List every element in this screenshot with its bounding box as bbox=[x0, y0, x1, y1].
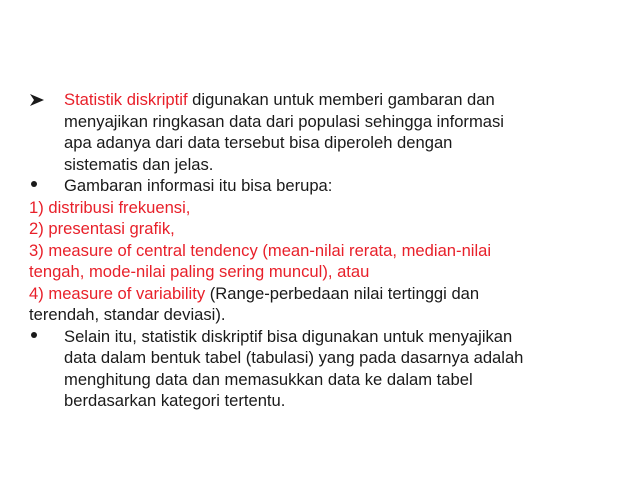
list-item-4-line1 bbox=[29, 283, 604, 305]
list-item-3-line2: tengah, mode-nilai paling sering muncul), atau bbox=[29, 262, 370, 281]
slide-body bbox=[29, 89, 604, 412]
p1-line4: sistematis dan jelas. bbox=[64, 154, 214, 174]
p3-line2: data dalam bentuk tabel (tabulasi) yang pada dasarnya adalah bbox=[64, 348, 524, 367]
bullet-gambaran-informasi bbox=[29, 175, 604, 197]
list-item-4-line2: terendah, standar deviasi). bbox=[29, 305, 226, 324]
list-item-2: 2) presentasi grafik, bbox=[29, 219, 175, 238]
arrow-bullet-icon bbox=[29, 89, 59, 107]
p3-line3: menghitung data dan memasukkan data ke dalam tabel bbox=[64, 369, 473, 389]
p1-line1 bbox=[64, 89, 604, 111]
p1-highlight: Statistik diskriptif bbox=[64, 90, 188, 109]
bullet-selain-itu bbox=[29, 326, 604, 412]
p2-text: Gambaran informasi itu bisa berupa: bbox=[64, 176, 333, 195]
p1-line2: menyajikan ringkasan data dari populasi sehingga informasi bbox=[64, 111, 504, 131]
p1-line3: apa adanya dari data tersebut bisa diperoleh dengan bbox=[64, 133, 453, 152]
numbered-list bbox=[29, 197, 604, 326]
dot-bullet-icon bbox=[29, 326, 61, 348]
list-item-3-line1: 3) measure of central tendency (mean-nilai rerata, median-nilai bbox=[29, 240, 492, 260]
list-item-1: 1) distribusi frekuensi, bbox=[29, 197, 191, 217]
bullet-statistik-diskriptif bbox=[29, 89, 604, 175]
list-item-4-rest: (Range-perbedaan nilai tertinggi dan bbox=[205, 283, 480, 303]
p3-line4: berdasarkan kategori tertentu. bbox=[64, 391, 286, 410]
list-item-4-highlight: 4) measure of variability bbox=[29, 283, 206, 303]
p1-line1-rest: digunakan untuk memberi gambaran dan bbox=[187, 90, 495, 109]
dot-bullet-icon bbox=[29, 175, 61, 197]
p3-line1: Selain itu, statistik diskriptif bisa digunakan untuk menyajikan bbox=[64, 326, 513, 346]
